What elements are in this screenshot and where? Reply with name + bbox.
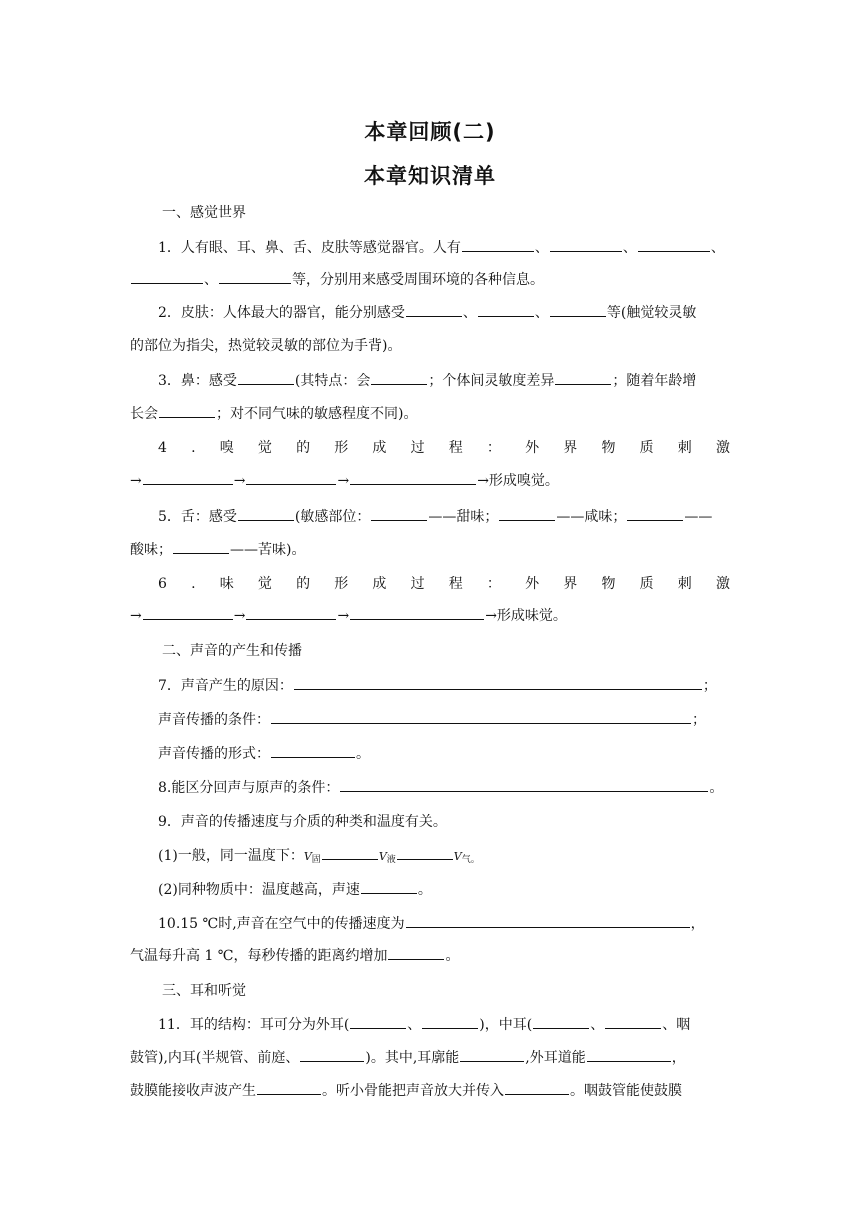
question-11-line-3: 鼓膜能接收声波产生 。听小骨能把声音放大并传入 。咽鼓管能使鼓膜: [130, 1083, 682, 1099]
answer-blank[interactable]: [638, 238, 710, 252]
question-7-line-1: 7．声音产生的原因： ；: [158, 678, 717, 694]
answer-blank[interactable]: [371, 507, 427, 521]
answer-blank[interactable]: [219, 270, 291, 284]
question-4-line-2: → → → →形成嗅觉。: [130, 473, 559, 489]
answer-blank[interactable]: [406, 303, 462, 317]
answer-blank[interactable]: [406, 914, 690, 928]
answer-blank[interactable]: [555, 371, 611, 385]
question-2-line-1: 2．皮肤：人体最大的器官，能分别感受 、 、 等(触觉较灵敏: [158, 305, 697, 321]
question-1-line-2: 、 等，分别用来感受周围环境的各种信息。: [130, 270, 730, 290]
question-5-line-2: 酸味； ——苦味)。: [130, 542, 306, 558]
question-11-line-1: 11．耳的结构：耳可分为外耳( 、 )，中耳( 、 、咽: [158, 1017, 691, 1033]
answer-blank[interactable]: [460, 1048, 524, 1062]
answer-blank[interactable]: [350, 606, 484, 620]
answer-blank[interactable]: [294, 676, 702, 690]
answer-blank[interactable]: [300, 1048, 364, 1062]
answer-blank[interactable]: [340, 778, 708, 792]
answer-blank[interactable]: [550, 238, 622, 252]
answer-blank[interactable]: [371, 371, 427, 385]
answer-blank[interactable]: [361, 880, 417, 894]
question-3-line-1: 3．鼻：感受 (其特点：会 ；个体间灵敏度差异 ；随着年龄增: [158, 373, 697, 389]
answer-blank[interactable]: [159, 404, 215, 418]
question-9: 9．声音的传播速度与介质的种类和温度有关。: [158, 814, 447, 830]
section-heading-3: 三、耳和听觉: [162, 983, 246, 999]
answer-blank[interactable]: [257, 1081, 321, 1095]
question-10-line-2: 气温每升高 1 ℃，每秒传播的距离约增加 。: [130, 948, 460, 964]
answer-blank[interactable]: [131, 270, 203, 284]
answer-blank[interactable]: [246, 471, 336, 485]
answer-blank[interactable]: [246, 606, 336, 620]
question-11-line-2: 鼓管),内耳(半规管、前庭、 )。其中,耳廓能 ,外耳道能 ，: [130, 1050, 686, 1066]
question-6-line-1: 6 . 味 觉 的 形 成 过 程 ： 外 界 物 质 刺 激: [158, 576, 730, 592]
question-6-line-2: → → → →形成味觉。: [130, 608, 567, 624]
answer-blank[interactable]: [143, 606, 233, 620]
section-heading-1: 一、感觉世界: [162, 205, 246, 221]
answer-blank[interactable]: [422, 1015, 478, 1029]
answer-blank[interactable]: [238, 507, 294, 521]
answer-blank[interactable]: [505, 1081, 569, 1095]
question-9-part-2: (2)同种物质中：温度越高，声速 。: [158, 882, 432, 898]
question-5-line-1: 5．舌：感受 (敏感部位： ——甜味； ——咸味； ——: [158, 509, 713, 525]
answer-blank[interactable]: [388, 946, 444, 960]
answer-blank[interactable]: [350, 1015, 406, 1029]
answer-blank[interactable]: [271, 710, 691, 724]
question-4-line-1: 4 . 嗅 觉 的 形 成 过 程 ： 外 界 物 质 刺 激: [158, 440, 730, 456]
answer-blank[interactable]: [627, 507, 683, 521]
answer-blank[interactable]: [271, 744, 355, 758]
answer-blank[interactable]: [397, 846, 453, 860]
answer-blank[interactable]: [173, 540, 229, 554]
answer-blank[interactable]: [499, 507, 555, 521]
question-7-line-2: 声音传播的条件： ；: [158, 712, 706, 728]
answer-blank[interactable]: [478, 303, 534, 317]
answer-blank[interactable]: [462, 238, 534, 252]
question-9-part-1: (1)一般，同一温度下：$V_固$ $V_液$ $V_{气。}$: [158, 848, 480, 865]
question-10-line-1: 10.15 ℃时,声音在空气中的传播速度为 ，: [158, 916, 705, 932]
worksheet-page: [130, 0, 730, 1216]
answer-blank[interactable]: [587, 1048, 671, 1062]
answer-blank[interactable]: [550, 303, 606, 317]
question-3-line-2: 长会 ；对不同气味的敏感程度不同)。: [130, 406, 418, 422]
answer-blank[interactable]: [605, 1015, 661, 1029]
answer-blank[interactable]: [533, 1015, 589, 1029]
answer-blank[interactable]: [238, 371, 294, 385]
answer-blank[interactable]: [322, 846, 378, 860]
answer-blank[interactable]: [143, 471, 233, 485]
page-title: 本章回顾(二): [364, 120, 496, 144]
question-8: 8.能区分回声与原声的条件： 。: [158, 780, 724, 796]
question-7-line-3: 声音传播的形式： 。: [158, 746, 370, 762]
page-subtitle: 本章知识清单: [364, 164, 496, 188]
question-1-line-1: 1．人有眼、耳、鼻、舌、皮肤等感觉器官。人有 、 、 、: [158, 240, 725, 256]
answer-blank[interactable]: [350, 471, 476, 485]
section-heading-2: 二、声音的产生和传播: [162, 643, 302, 659]
question-2-line-2: 的部位为指尖，热觉较灵敏的部位为手背)。: [130, 338, 402, 354]
